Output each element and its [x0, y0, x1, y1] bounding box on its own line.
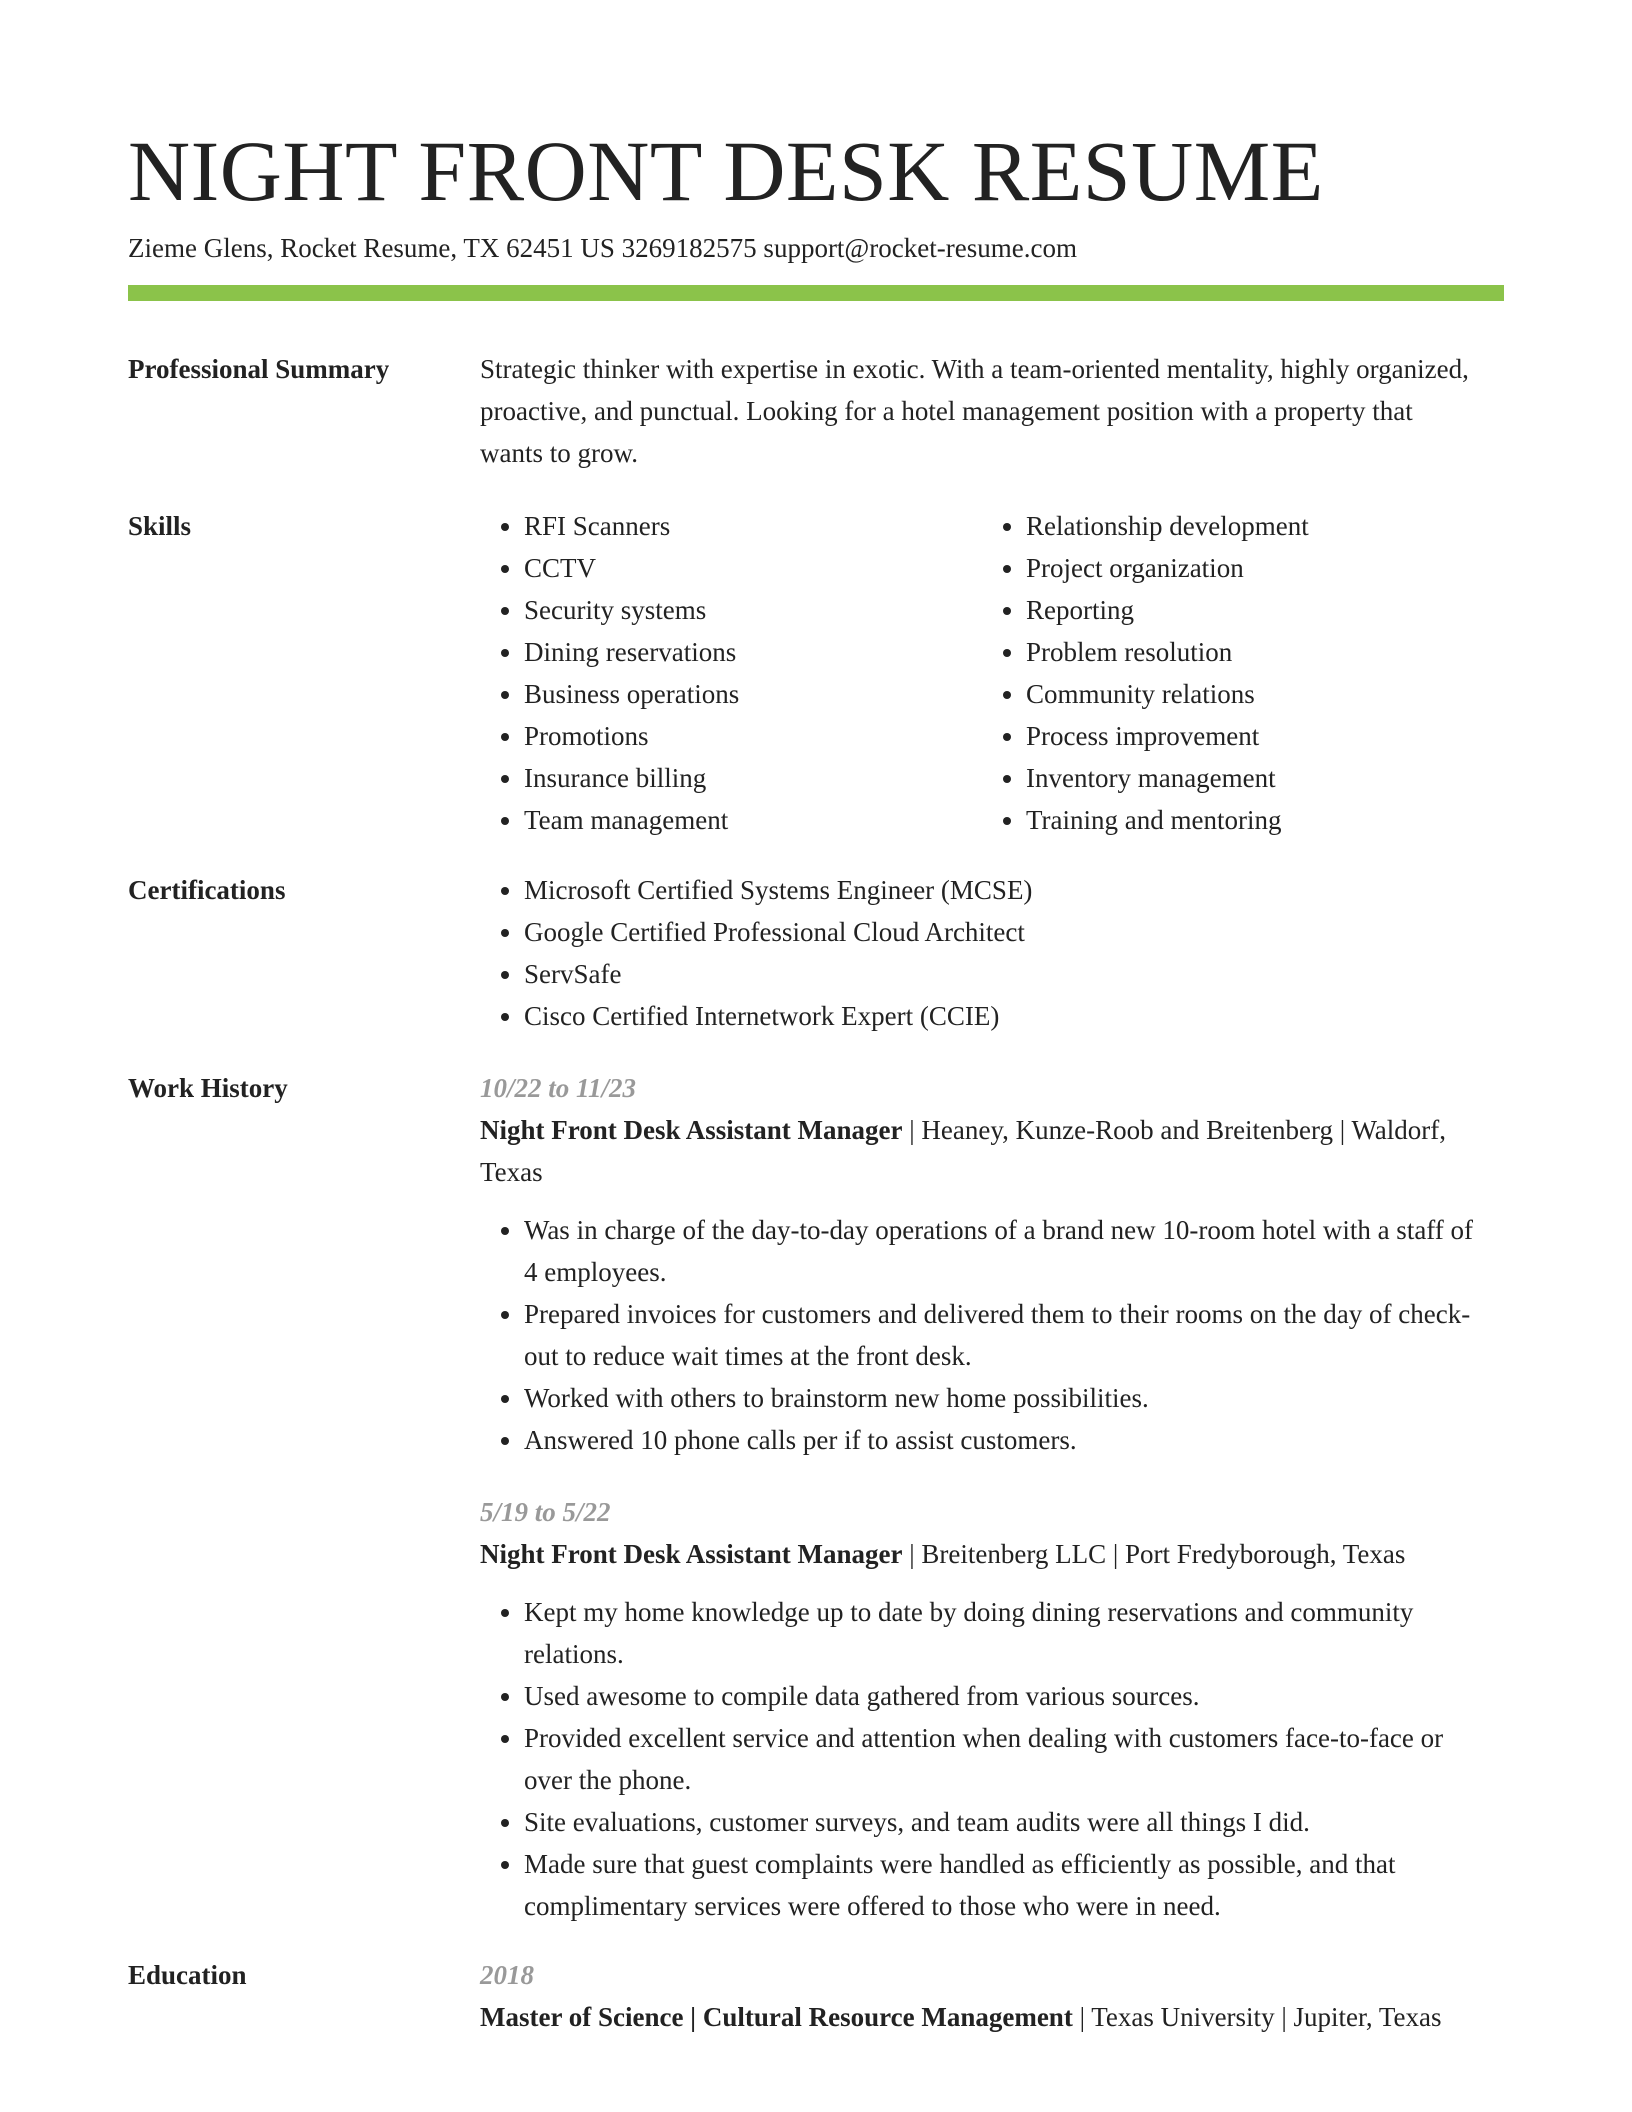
- skill-item: • Inventory management: [1026, 757, 1480, 799]
- skill-item: • Process improvement: [1026, 715, 1480, 757]
- education-heading: [480, 1996, 1480, 2038]
- skill-item: • Insurance billing: [524, 757, 978, 799]
- education-label: Education: [128, 1960, 247, 1990]
- education-year: 2018: [480, 1960, 534, 1990]
- skill-item: • Project organization: [1026, 547, 1480, 589]
- job-heading: [480, 1533, 1480, 1575]
- education-body: [480, 1954, 1480, 2038]
- skill-item: • Team management: [524, 799, 978, 841]
- skill-item: • Reporting: [1026, 589, 1480, 631]
- job-employer-location: | Heaney, Kunze-Roob and Breitenberg | Waldorf, Texas: [480, 1115, 1446, 1187]
- job-bullet: • Used awesome to compile data gathered from various sources.: [524, 1675, 1480, 1717]
- certification-item: • ServSafe: [524, 953, 1480, 995]
- skill-item: • Dining reservations: [524, 631, 978, 673]
- job-bullet: • Provided excellent service and attention when dealing with customers face-to-face or over the phone.: [524, 1717, 1480, 1801]
- job-entry: [480, 1067, 1480, 1461]
- skill-item: • Business operations: [524, 673, 978, 715]
- job-bullets: [480, 1209, 1480, 1461]
- skill-item: • CCTV: [524, 547, 978, 589]
- skill-item: • Promotions: [524, 715, 978, 757]
- education-degree: Master of Science | Cultural Resource Management: [480, 2002, 1073, 2032]
- certifications-list: [480, 869, 1480, 1037]
- job-employer-location: | Breitenberg LLC | Port Fredyborough, Texas: [902, 1539, 1406, 1569]
- work-history-body: [480, 1067, 1480, 1927]
- summary-body: [480, 348, 1480, 474]
- skill-item: • Security systems: [524, 589, 978, 631]
- skill-item: • Relationship development: [1026, 505, 1480, 547]
- job-bullets: [480, 1591, 1480, 1927]
- job-heading: [480, 1109, 1480, 1193]
- job-dates: 10/22 to 11/23: [480, 1073, 637, 1103]
- skill-item: • Community relations: [1026, 673, 1480, 715]
- resume-title: NIGHT FRONT DESK RESUME: [128, 123, 1324, 219]
- skills-label: Skills: [128, 511, 192, 541]
- job-dates: 5/19 to 5/22: [480, 1497, 611, 1527]
- skills-list-left: [480, 505, 978, 841]
- summary-label: Professional Summary: [128, 354, 390, 384]
- certifications-body: [480, 869, 1480, 1037]
- skill-item: • Problem resolution: [1026, 631, 1480, 673]
- work-history-label: Work History: [128, 1073, 288, 1103]
- skill-item: • RFI Scanners: [524, 505, 978, 547]
- job-bullet: • Worked with others to brainstorm new home possibilities.: [524, 1377, 1480, 1419]
- skills-body: [480, 505, 1480, 841]
- skill-item: • Training and mentoring: [1026, 799, 1480, 841]
- job-title: Night Front Desk Assistant Manager: [480, 1115, 903, 1145]
- certifications-label: Certifications: [128, 875, 286, 905]
- job-bullet: • Was in charge of the day-to-day operations of a brand new 10-room hotel with a staff of 4 employees.: [524, 1209, 1480, 1293]
- skills-list-right: [978, 505, 1480, 841]
- header-accent-rule: [128, 285, 1504, 301]
- contact-line: Zieme Glens, Rocket Resume, TX 62451 US 3269182575 support@rocket-resume.com: [128, 233, 1077, 263]
- job-title: Night Front Desk Assistant Manager: [480, 1539, 903, 1569]
- job-bullet: • Answered 10 phone calls per if to assist customers.: [524, 1419, 1480, 1461]
- job-bullet: • Prepared invoices for customers and delivered them to their rooms on the day of check-out to reduce wait times at the front desk.: [524, 1293, 1480, 1377]
- job-bullet: • Site evaluations, customer surveys, and team audits were all things I did.: [524, 1801, 1480, 1843]
- job-bullet: • Made sure that guest complaints were handled as efficiently as possible, and that complimentary services were offered to those who were in need.: [524, 1843, 1480, 1927]
- education-school-location: | Texas University | Jupiter, Texas: [1072, 2002, 1442, 2032]
- certification-item: • Microsoft Certified Systems Engineer (MCSE): [524, 869, 1480, 911]
- job-bullet: • Kept my home knowledge up to date by doing dining reservations and community relations.: [524, 1591, 1480, 1675]
- summary-text: Strategic thinker with expertise in exotic. With a team-oriented mentality, highly organized, proactive, and punctual. Looking for a hotel management position with a property that wants to grow.: [480, 354, 1469, 468]
- certification-item: • Google Certified Professional Cloud Architect: [524, 911, 1480, 953]
- job-entry: [480, 1491, 1480, 1927]
- certification-item: • Cisco Certified Internetwork Expert (CCIE): [524, 995, 1480, 1037]
